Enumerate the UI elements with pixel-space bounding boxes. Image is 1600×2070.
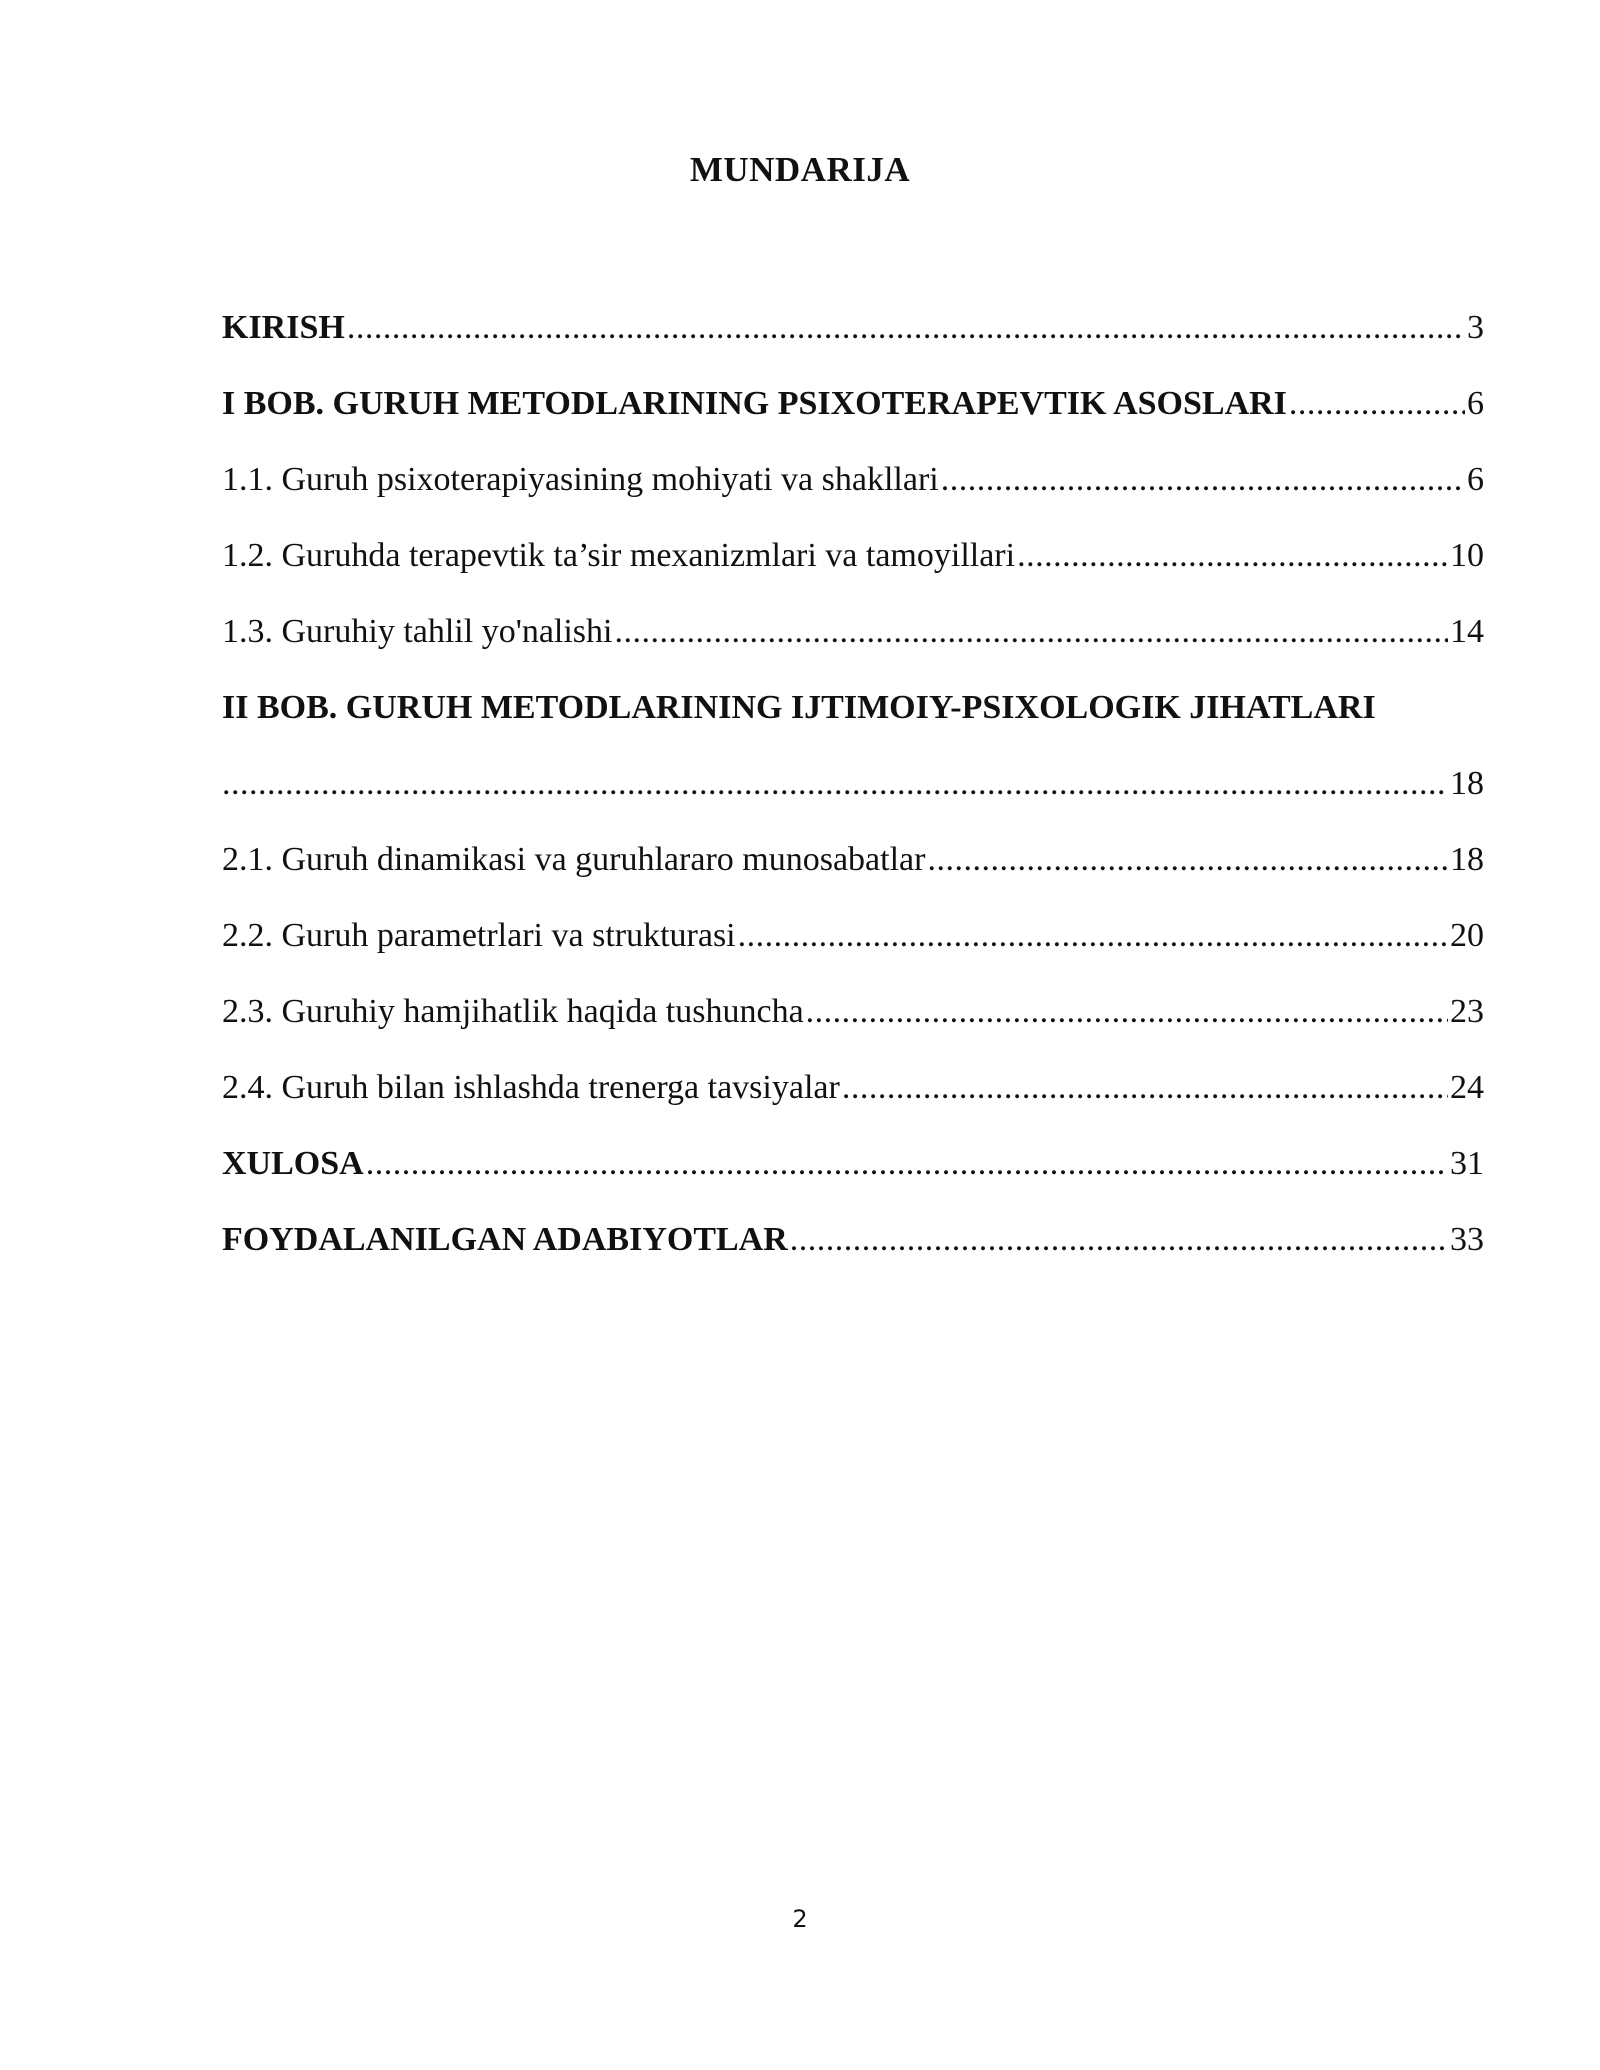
toc-dot-leader (806, 974, 1448, 1050)
toc-entry[interactable] (222, 974, 1484, 1050)
toc-entry-title: 1.1. Guruh psixoterapiyasining mohiyati va shakllari (222, 461, 939, 498)
toc-entry-page: 3 (1467, 309, 1484, 346)
toc-dot-leader (366, 1126, 1448, 1202)
toc-dot-leader (927, 822, 1448, 898)
toc-entry[interactable] (222, 366, 1484, 442)
toc-entry-title: I BOB. GURUH METODLARINING PSIXOTERAPEVTIK ASOSLARI (222, 385, 1287, 422)
toc-dot-leader (347, 290, 1465, 366)
toc-dot-leader (1017, 518, 1448, 594)
toc-entry-title: 1.2. Guruhda terapevtik ta’sir mexanizmlari va tamoyillari (222, 537, 1016, 574)
toc-dot-leader (842, 1050, 1448, 1126)
toc-dot-leader (790, 1202, 1448, 1278)
toc-entry-page: 31 (1450, 1145, 1484, 1182)
table-of-contents (222, 290, 1484, 1278)
toc-entry[interactable] (222, 898, 1484, 974)
toc-entry[interactable] (222, 290, 1484, 366)
toc-entry[interactable] (222, 1202, 1484, 1278)
toc-entry[interactable] (222, 518, 1484, 594)
toc-dot-leader (222, 746, 1448, 822)
toc-entry[interactable] (222, 594, 1484, 670)
toc-entry-page: 6 (1467, 461, 1484, 498)
toc-dot-leader (1289, 366, 1465, 442)
toc-entry-continuation[interactable] (222, 746, 1484, 822)
toc-entry-title: 2.1. Guruh dinamikasi va guruhlararo munosabatlar (222, 841, 926, 878)
toc-entry[interactable] (222, 822, 1484, 898)
toc-entry-title: 2.4. Guruh bilan ishlashda trenerga tavsiyalar (222, 1069, 840, 1106)
toc-entry-title: II BOB. GURUH METODLARINING IJTIMOIY-PSIXOLOGIK JIHATLARI (222, 689, 1376, 726)
toc-entry-page: 20 (1450, 917, 1484, 954)
toc-entry[interactable] (222, 1050, 1484, 1126)
toc-entry-title: KIRISH (222, 309, 345, 346)
toc-dot-leader (738, 898, 1448, 974)
toc-entry-page: 33 (1450, 1221, 1484, 1258)
toc-entry-title: XULOSA (222, 1145, 364, 1182)
toc-dot-leader (941, 442, 1465, 518)
toc-entry-page: 10 (1450, 537, 1484, 574)
toc-entry-page: 23 (1450, 993, 1484, 1030)
toc-entry-title: 1.3. Guruhiy tahlil yo'nalishi (222, 613, 613, 650)
toc-entry-title: 2.2. Guruh parametrlari va strukturasi (222, 917, 736, 954)
toc-entry-title: FOYDALANILGAN ADABIYOTLAR (222, 1221, 788, 1258)
toc-entry[interactable] (222, 442, 1484, 518)
toc-entry-page: 18 (1450, 841, 1484, 878)
page-title: MUNDARIJA (689, 150, 911, 189)
toc-entry-page: 14 (1450, 613, 1484, 650)
page-number: 2 (792, 1905, 808, 1933)
toc-entry-page: 18 (1450, 765, 1484, 802)
toc-entry-page: 24 (1450, 1069, 1484, 1106)
toc-entry[interactable] (222, 1126, 1484, 1202)
toc-dot-leader (615, 594, 1449, 670)
toc-entry-heading-line[interactable] (222, 670, 1484, 746)
toc-entry-page: 6 (1467, 385, 1484, 422)
toc-entry-title: 2.3. Guruhiy hamjihatlik haqida tushuncha (222, 993, 804, 1030)
